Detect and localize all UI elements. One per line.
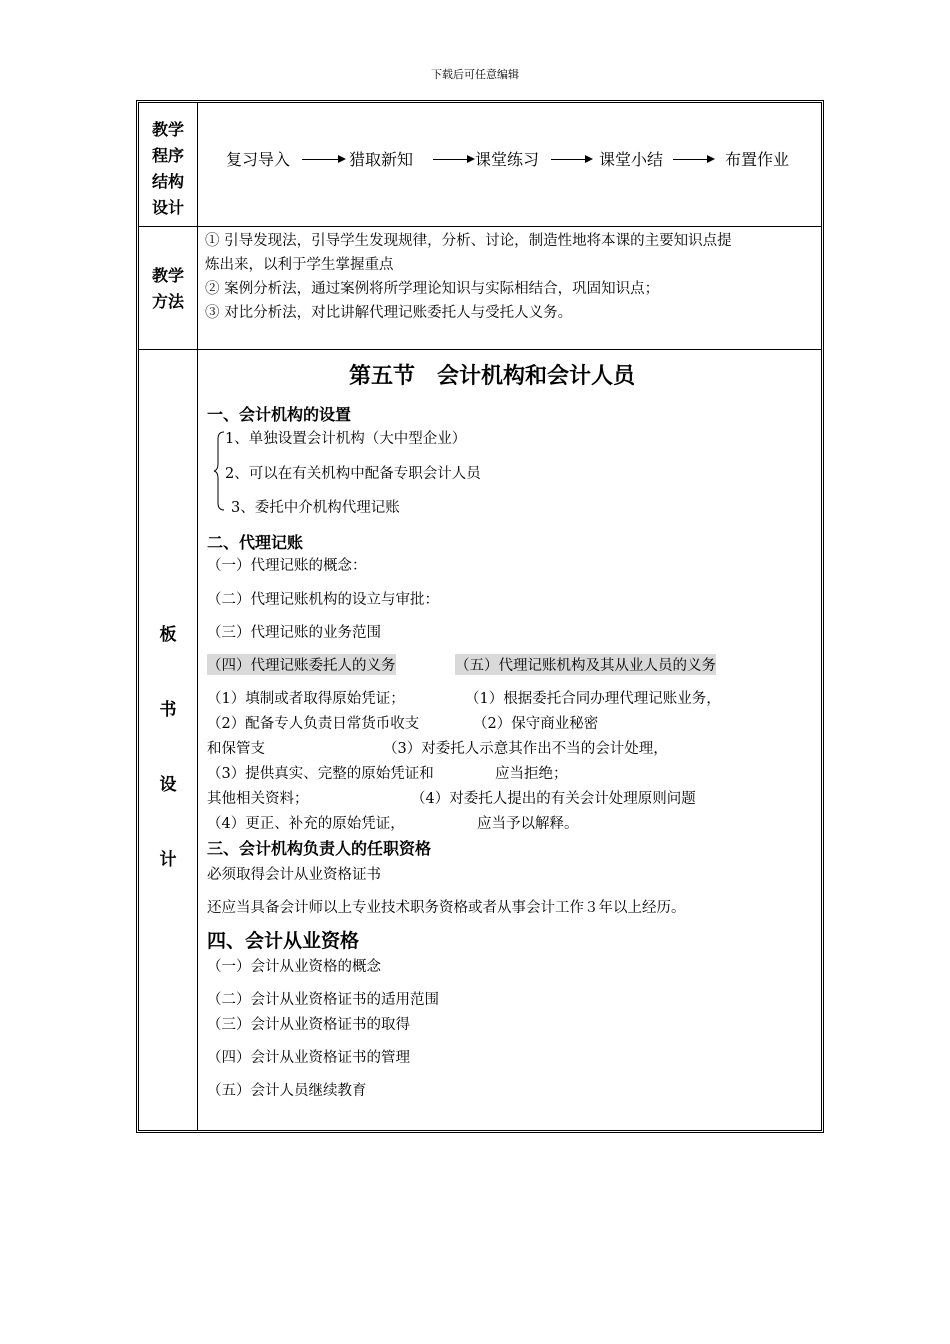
- label-line: 方法: [151, 292, 184, 311]
- method-line: ② 案例分析法，通过案例将所学理论知识与实际相结合，巩固知识点；: [205, 281, 660, 297]
- list-item: （二）代理记账机构的设立与审批：: [207, 592, 439, 608]
- arrow-right-icon: [551, 159, 591, 160]
- duty-right: （2）保守商业秘密: [473, 716, 599, 732]
- duty-right: 应当拒绝；: [495, 766, 568, 782]
- section-heading: 一、会计机构的设置: [207, 405, 352, 424]
- list-item: 3、委托中介机构代理记账: [231, 500, 400, 516]
- board-label-char: 计: [159, 850, 177, 870]
- structure-label: [139, 117, 197, 221]
- section-heading: 三、会计机构负责人的任职资格: [207, 839, 432, 858]
- label-line: 教学: [151, 120, 184, 139]
- teaching-flow: [199, 145, 817, 173]
- duty-left: 和保管支: [207, 741, 265, 757]
- board-label-char: 设: [159, 775, 177, 795]
- flow-step: 课堂练习: [475, 150, 540, 169]
- method-line: ① 引导发现法，引导学生发现规律，分析、讨论，制造性地将本课的主要知识点提: [205, 233, 732, 249]
- section-heading: 二、代理记账: [207, 533, 304, 552]
- list-item: （四）会计从业资格证书的管理: [207, 1050, 410, 1066]
- list-item: （一）代理记账的概念：: [207, 558, 367, 574]
- flow-step: 复习导入: [226, 150, 291, 169]
- method-line: 炼出来，以利于学生掌握重点: [205, 257, 394, 273]
- duty-left: （4）更正、补充的原始凭证，: [207, 816, 405, 832]
- duty-right: （3）对委托人示意其作出不当的会计处理，: [383, 741, 668, 757]
- row-divider: [139, 226, 821, 227]
- duty-right: 应当予以解释。: [477, 816, 579, 832]
- board-label-char: 书: [159, 700, 177, 720]
- header-note: 下载后可任意编辑: [431, 68, 519, 81]
- list-item: （二）会计从业资格证书的适用范围: [207, 992, 439, 1008]
- row-divider: [139, 349, 821, 350]
- list-item: （三）会计从业资格证书的取得: [207, 1017, 410, 1033]
- flow-step: 课堂小结: [599, 150, 664, 169]
- subheading-agency-duties: （五）代理记账机构及其从业人员的义务: [455, 654, 716, 675]
- board-label-char: 板: [159, 625, 177, 645]
- list-item: （三）代理记账的业务范围: [207, 625, 381, 641]
- duty-right: （4）对委托人提出的有关会计处理原则问题: [411, 791, 696, 807]
- duty-left: （3）提供真实、完整的原始凭证和: [207, 766, 434, 782]
- arrow-right-icon: [433, 159, 473, 160]
- label-line: 程序: [151, 146, 184, 165]
- flow-step: 布置作业: [725, 150, 790, 169]
- method-text: [205, 229, 815, 325]
- flow-step: 猎取新知: [349, 150, 414, 169]
- text-line: 还应当具备会计师以上专业技术职务资格或者从事会计工作３年以上经历。: [207, 900, 686, 916]
- board-title: 第五节 会计机构和会计人员: [349, 364, 636, 389]
- lesson-plan-table: [136, 100, 824, 1133]
- duty-left: （1）填制或者取得原始凭证；: [207, 691, 405, 707]
- column-divider: [197, 103, 198, 1130]
- arrow-right-icon: [302, 159, 344, 160]
- method-label: [139, 263, 197, 315]
- label-line: 教学: [151, 266, 184, 285]
- list-item: 2、可以在有关机构中配备专职会计人员: [225, 466, 481, 482]
- label-line: 设计: [151, 198, 184, 217]
- subheading-client-duties: （四）代理记账委托人的义务: [207, 654, 396, 675]
- curly-brace-icon: [213, 431, 225, 511]
- list-item: （五）会计人员继续教育: [207, 1083, 367, 1099]
- label-line: 结构: [151, 172, 184, 191]
- arrow-right-icon: [673, 159, 713, 160]
- section-heading: 四、会计从业资格: [207, 930, 360, 952]
- list-item: 1、单独设置会计机构（大中型企业）: [225, 431, 467, 447]
- text-line: 必须取得会计从业资格证书: [207, 867, 381, 883]
- duty-left: （2）配备专人负责日常货币收支: [207, 716, 420, 732]
- duty-left: 其他相关资料；: [207, 791, 309, 807]
- duty-right: （1）根据委托合同办理代理记账业务，: [465, 691, 721, 707]
- method-line: ③ 对比分析法，对比讲解代理记账委托人与受托人义务。: [205, 305, 573, 321]
- list-item: （一）会计从业资格的概念: [207, 959, 381, 975]
